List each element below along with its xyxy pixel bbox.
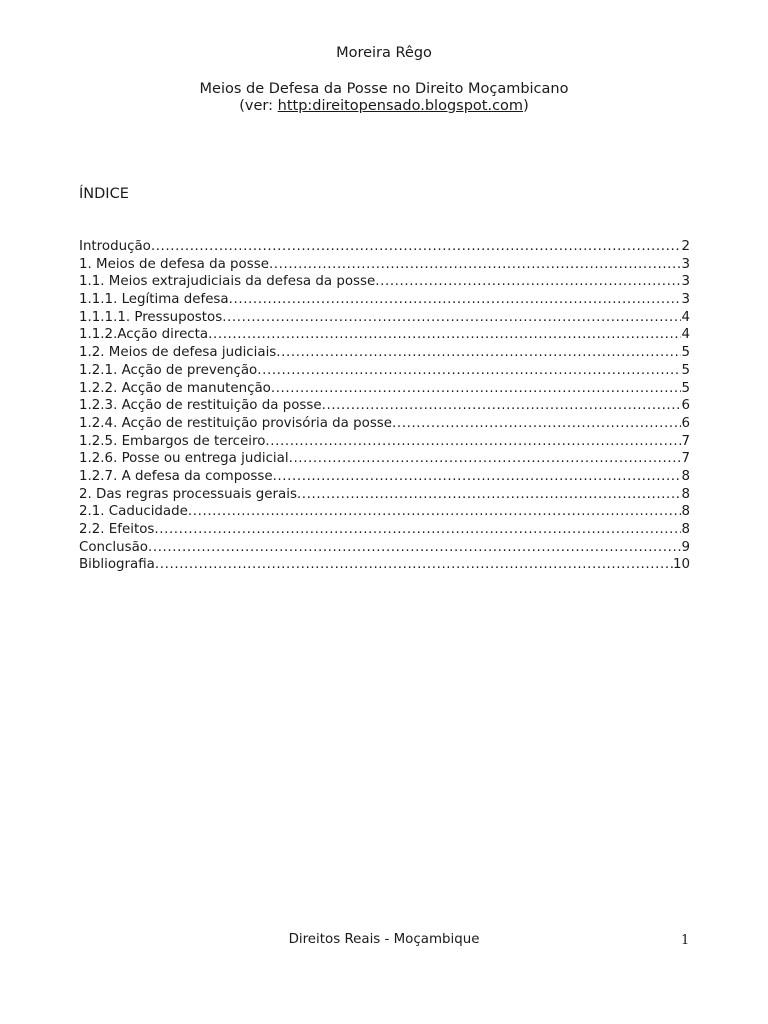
toc-entry-page: 3: [681, 274, 690, 290]
toc-entry[interactable]: [79, 415, 690, 433]
toc-entry-label: 1.2. Meios de defesa judiciais: [79, 345, 277, 361]
toc-entry-page: 6: [681, 398, 690, 414]
toc-entry-page: 3: [681, 292, 690, 308]
toc-entry-page: 6: [681, 415, 690, 431]
toc-dot-leader: [265, 433, 681, 451]
page-footer: Direitos Reais - Moçambique: [288, 932, 480, 947]
toc-entry-page: 9: [681, 539, 690, 555]
toc-entry-page: 5: [681, 345, 690, 361]
toc-entry-page: 8: [681, 468, 690, 484]
toc-dot-leader: [271, 380, 682, 398]
toc-dot-leader: [151, 238, 682, 256]
toc-entry-label: Conclusão: [79, 539, 148, 555]
toc-entry-label: 1.2.3. Acção de restituição da posse: [79, 398, 322, 414]
document-title: Meios de Defesa da Posse no Direito Moçambicano: [199, 81, 569, 97]
toc-entry-page: 4: [681, 327, 690, 343]
toc-entry-page: 8: [681, 486, 690, 502]
page-number: 1: [681, 933, 690, 948]
toc-dot-leader: [208, 326, 681, 344]
toc-dot-leader: [392, 415, 681, 433]
toc-dot-leader: [155, 556, 673, 574]
toc-dot-leader: [148, 539, 681, 557]
table-of-contents: [79, 238, 690, 574]
toc-entry[interactable]: [79, 326, 690, 344]
toc-entry[interactable]: [79, 238, 690, 256]
toc-dot-leader: [375, 273, 681, 291]
toc-entry[interactable]: [79, 291, 690, 309]
toc-entry-page: 5: [681, 362, 690, 378]
toc-entry-label: 1.2.4. Acção de restituição provisória da posse: [79, 415, 393, 431]
toc-entry-page: 10: [672, 557, 690, 573]
toc-entry[interactable]: [79, 273, 690, 291]
toc-entry-label: 2.1. Caducidade: [79, 504, 188, 520]
toc-entry[interactable]: [79, 556, 690, 574]
toc-entry-page: 7: [681, 451, 690, 467]
toc-entry[interactable]: [79, 521, 690, 539]
toc-entry-label: 1.2.2. Acção de manutenção: [79, 380, 271, 396]
toc-entry-label: 1.2.1. Acção de prevenção: [79, 362, 258, 378]
toc-entry-label: 1.1. Meios extrajudiciais da defesa da posse: [79, 274, 376, 290]
toc-entry[interactable]: [79, 486, 690, 504]
toc-entry-page: 7: [681, 433, 690, 449]
toc-entry-page: 3: [681, 256, 690, 272]
toc-entry[interactable]: [79, 450, 690, 468]
toc-entry-label: 1.1.1. Legítima defesa: [79, 292, 229, 308]
document-subtitle: [0, 97, 768, 115]
toc-dot-leader: [188, 503, 682, 521]
toc-dot-leader: [154, 521, 681, 539]
toc-entry[interactable]: [79, 397, 690, 415]
toc-entry-label: 1.1.2.Acção directa: [79, 327, 209, 343]
toc-entry-label: 1.2.7. A defesa da composse: [79, 468, 273, 484]
index-heading: ÍNDICE: [79, 186, 129, 202]
toc-entry-label: 2.2. Efeitos: [79, 522, 155, 537]
toc-entry[interactable]: [79, 539, 690, 557]
toc-entry-page: 8: [681, 504, 690, 520]
toc-entry-page: 5: [681, 380, 690, 396]
toc-entry-label: 1. Meios de defesa da posse: [79, 256, 269, 272]
toc-entry[interactable]: [79, 309, 690, 327]
toc-dot-leader: [229, 291, 682, 309]
toc-entry-label: 1.1.1.1. Pressupostos: [79, 309, 223, 325]
toc-entry-label: 1.2.6. Posse ou entrega judicial: [79, 451, 289, 467]
toc-dot-leader: [222, 309, 681, 327]
toc-dot-leader: [269, 256, 682, 274]
toc-entry-label: Bibliografia: [79, 557, 155, 573]
toc-entry[interactable]: [79, 256, 690, 274]
toc-entry[interactable]: [79, 380, 690, 398]
toc-dot-leader: [322, 397, 682, 415]
blog-link[interactable]: http:direitopensado.blogspot.com: [277, 98, 524, 114]
toc-entry[interactable]: [79, 344, 690, 362]
toc-entry[interactable]: [79, 503, 690, 521]
toc-entry-label: Introdução: [79, 239, 151, 254]
toc-entry[interactable]: [79, 468, 690, 486]
toc-entry-label: 1.2.5. Embargos de terceiro: [79, 433, 266, 449]
toc-entry-label: 2. Das regras processuais gerais: [79, 486, 297, 502]
toc-entry-page: 4: [681, 309, 690, 325]
author-name: Moreira Rêgo: [336, 45, 432, 61]
toc-dot-leader: [276, 344, 681, 362]
toc-dot-leader: [273, 468, 682, 486]
toc-entry[interactable]: [79, 433, 690, 451]
toc-entry[interactable]: [79, 362, 690, 380]
toc-dot-leader: [257, 362, 681, 380]
toc-dot-leader: [289, 450, 682, 468]
toc-dot-leader: [297, 486, 682, 504]
subtitle-prefix: (ver:: [239, 98, 278, 114]
toc-entry-page: 2: [681, 239, 690, 254]
subtitle-suffix: ): [523, 98, 529, 114]
toc-entry-page: 8: [681, 522, 690, 537]
